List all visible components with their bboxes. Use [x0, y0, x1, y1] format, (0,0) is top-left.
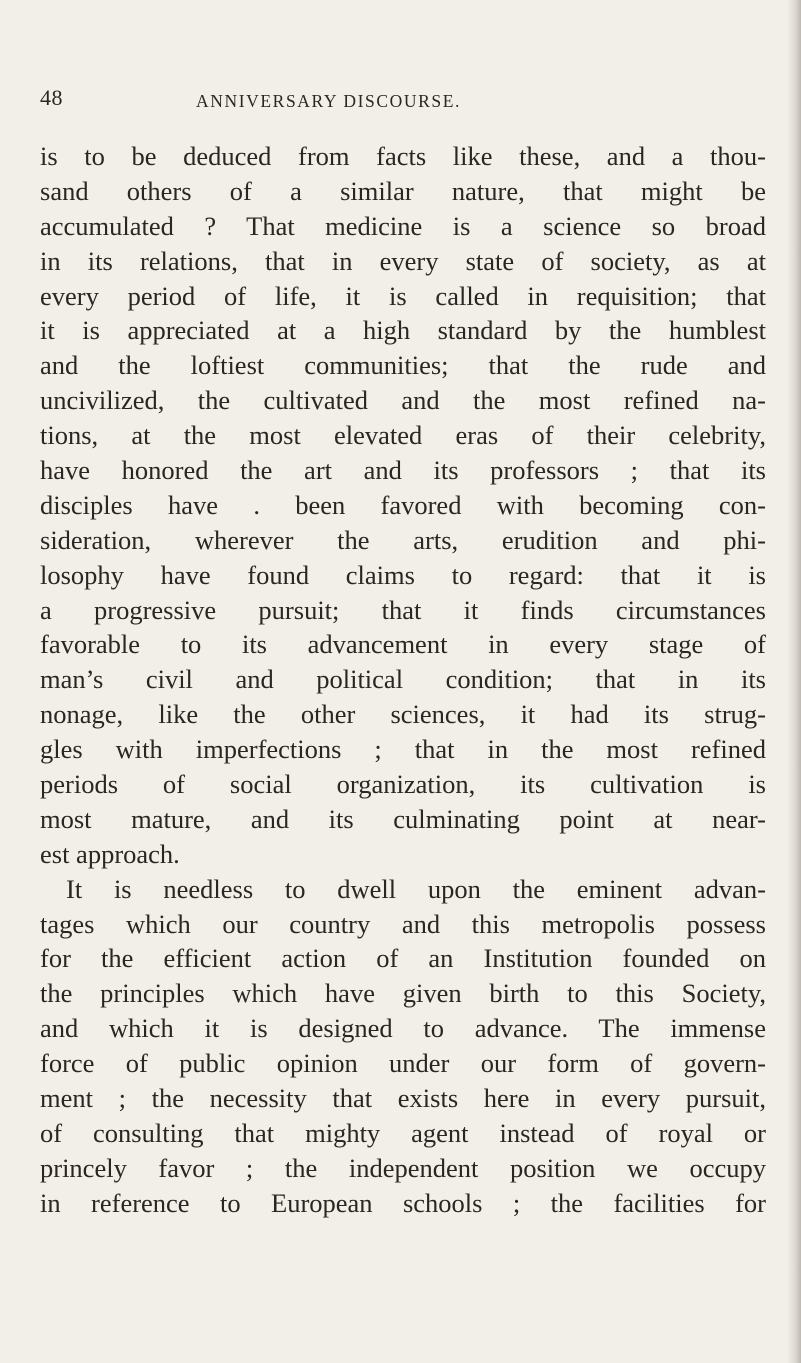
- text-line: have honored the art and its professors ; that its: [40, 455, 766, 486]
- paragraph-start-line: It is needless to dwell upon the eminent advan-: [66, 873, 766, 904]
- text-line: tages which our country and this metropolis possess: [40, 908, 766, 939]
- text-line: ment ; the necessity that exists here in every pursuit,: [40, 1083, 766, 1114]
- text-line: periods of social organization, its cultivation is: [40, 769, 766, 800]
- text-line: a progressive pursuit; that it finds circumstances: [40, 594, 766, 625]
- text-line: for the efficient action of an Institution founded on: [40, 943, 766, 974]
- text-line: sideration, wherever the arts, erudition and phi-: [40, 524, 766, 555]
- text-line: sand others of a similar nature, that might be: [40, 175, 766, 206]
- text-line: favorable to its advancement in every stage of: [40, 629, 766, 660]
- text-line: nonage, like the other sciences, it had its strug-: [40, 699, 766, 730]
- text-line: accumulated ? That medicine is a science so broad: [40, 210, 766, 241]
- text-line: in its relations, that in every state of society, as at: [40, 245, 766, 276]
- text-line: of consulting that mighty agent instead of royal or: [40, 1117, 766, 1148]
- text-line: uncivilized, the cultivated and the most refined na-: [40, 385, 766, 416]
- body-text: [40, 139, 766, 1221]
- text-line: in reference to European schools ; the facilities for: [40, 1187, 766, 1218]
- text-line: tions, at the most elevated eras of their celebrity,: [40, 420, 766, 451]
- page-edge-shadow: [787, 0, 801, 1363]
- text-line: and which it is designed to advance. The immense: [40, 1013, 766, 1044]
- running-title: ANNIVERSARY DISCOURSE.: [196, 91, 461, 111]
- text-line: disciples have . been favored with becoming con-: [40, 489, 766, 520]
- text-line: the principles which have given birth to this Society,: [40, 978, 766, 1009]
- text-line: is to be deduced from facts like these, and a thou-: [40, 141, 766, 171]
- text-line: man’s civil and political condition; that in its: [40, 664, 766, 695]
- text-line: gles with imperfections ; that in the most refined: [40, 734, 766, 765]
- text-line: every period of life, it is called in requisition; that: [40, 280, 766, 311]
- text-line: and the loftiest communities; that the rude and: [40, 350, 766, 381]
- page-number: 48: [40, 85, 63, 110]
- paragraph-end-line: est approach.: [40, 838, 180, 869]
- text-line: princely favor ; the independent position we occupy: [40, 1152, 766, 1183]
- text-line: losophy have found claims to regard: that it is: [40, 559, 766, 590]
- text-line: it is appreciated at a high standard by the humblest: [40, 315, 766, 346]
- text-line: most mature, and its culminating point at near-: [40, 803, 766, 834]
- text-line: force of public opinion under our form of govern-: [40, 1048, 766, 1079]
